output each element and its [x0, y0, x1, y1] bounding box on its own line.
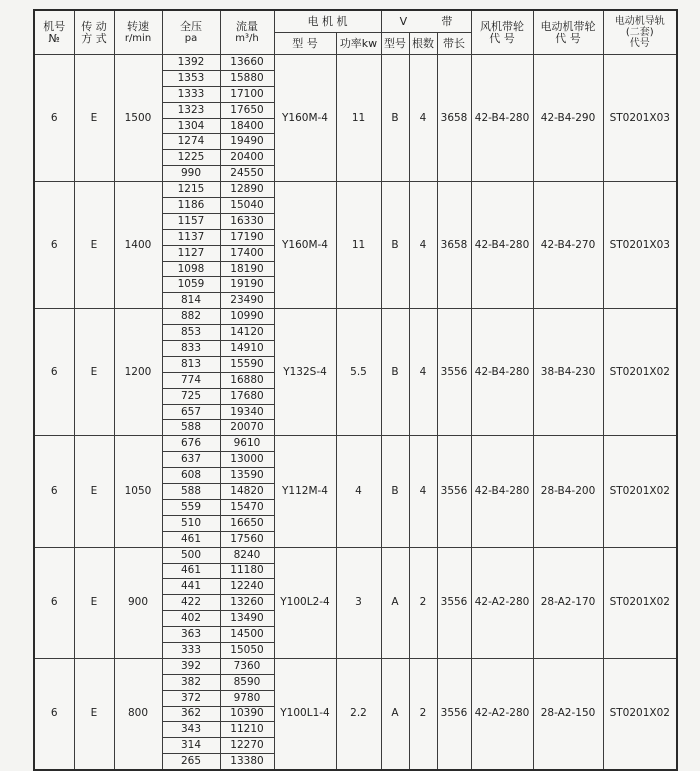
header-speed-unit: r/min [124, 32, 152, 44]
cell-rail-code: ST0201X02 [603, 658, 677, 770]
cell-pressure: 1353 [162, 70, 220, 86]
cell-pressure: 343 [162, 722, 220, 738]
cell-speed: 900 [114, 547, 162, 658]
cell-flow: 9610 [220, 436, 274, 452]
cell-vbelt-type: B [381, 55, 409, 182]
cell-motor-model: Y132S-4 [274, 309, 336, 436]
cell-flow: 11210 [220, 722, 274, 738]
cell-pressure: 265 [162, 754, 220, 770]
cell-fan-pulley-code: 42-B4-280 [471, 55, 533, 182]
cell-motor-model: Y160M-4 [274, 55, 336, 182]
cell-vbelt-count: 4 [409, 309, 437, 436]
cell-flow: 7360 [220, 658, 274, 674]
cell-speed: 1500 [114, 55, 162, 182]
cell-fan-pulley-code: 42-B4-280 [471, 309, 533, 436]
cell-pressure: 402 [162, 611, 220, 627]
cell-pressure: 1225 [162, 150, 220, 166]
cell-vbelt-count: 2 [409, 547, 437, 658]
cell-fan-pulley-code: 42-A2-280 [471, 547, 533, 658]
header-machine-no-line2: № [48, 31, 60, 45]
table-header [34, 10, 677, 55]
cell-rail-code: ST0201X02 [603, 309, 677, 436]
cell-motor-power: 5.5 [336, 309, 381, 436]
cell-pressure: 461 [162, 563, 220, 579]
cell-pressure: 333 [162, 642, 220, 658]
cell-speed: 800 [114, 658, 162, 770]
header-fan-pulley-line1: 风机带轮 [480, 19, 525, 33]
cell-flow: 10390 [220, 706, 274, 722]
cell-pressure: 1392 [162, 55, 220, 71]
cell-vbelt-type: A [381, 547, 409, 658]
cell-flow: 15590 [220, 356, 274, 372]
header-motor-power: 功率kw [336, 33, 381, 55]
cell-flow: 20400 [220, 150, 274, 166]
header-pressure-unit: pa [184, 32, 198, 44]
cell-pressure: 372 [162, 690, 220, 706]
cell-pressure: 362 [162, 706, 220, 722]
cell-pressure: 1127 [162, 245, 220, 261]
cell-motor-power: 4 [336, 436, 381, 547]
cell-pressure: 1304 [162, 118, 220, 134]
table-row [34, 182, 677, 198]
cell-pressure: 1186 [162, 198, 220, 214]
cell-pressure: 1215 [162, 182, 220, 198]
cell-pressure: 510 [162, 515, 220, 531]
fan-spec-sheet [33, 9, 678, 771]
cell-pressure: 637 [162, 452, 220, 468]
header-flow-unit: m³/h [235, 32, 259, 44]
cell-pressure: 1157 [162, 213, 220, 229]
cell-drive-mode: E [74, 55, 114, 182]
cell-flow: 14910 [220, 341, 274, 357]
cell-drive-mode: E [74, 309, 114, 436]
cell-flow: 8590 [220, 674, 274, 690]
cell-fan-pulley-code: 42-B4-280 [471, 436, 533, 547]
cell-motor-pulley-code: 42-B4-290 [533, 55, 603, 182]
cell-flow: 13260 [220, 595, 274, 611]
cell-pressure: 441 [162, 579, 220, 595]
header-vbelt-group [381, 10, 471, 33]
fan-spec-table [33, 9, 678, 771]
cell-pressure: 588 [162, 420, 220, 436]
cell-machine-no: 6 [34, 182, 74, 309]
cell-rail-code: ST0201X02 [603, 436, 677, 547]
header-vbelt-v: V [399, 14, 408, 28]
cell-pressure: 990 [162, 166, 220, 182]
header-vbelt-dai: 带 [441, 14, 453, 28]
header-vbelt-type: 型号 [381, 33, 409, 55]
cell-motor-model: Y100L1-4 [274, 658, 336, 770]
cell-flow: 17560 [220, 531, 274, 547]
cell-pressure: 676 [162, 436, 220, 452]
cell-flow: 15880 [220, 70, 274, 86]
header-pressure [162, 10, 220, 55]
cell-pressure: 725 [162, 388, 220, 404]
cell-motor-pulley-code: 28-A2-150 [533, 658, 603, 770]
cell-flow: 24550 [220, 166, 274, 182]
cell-machine-no: 6 [34, 309, 74, 436]
cell-machine-no: 6 [34, 436, 74, 547]
cell-pressure: 1323 [162, 102, 220, 118]
header-drive-line1: 传 动 [81, 19, 107, 33]
cell-pressure: 422 [162, 595, 220, 611]
header-flow-line1: 流量 [236, 19, 258, 33]
header-motor-pulley-line2: 代 号 [555, 31, 581, 45]
cell-motor-power: 2.2 [336, 658, 381, 770]
cell-speed: 1050 [114, 436, 162, 547]
table-row [34, 436, 677, 452]
cell-drive-mode: E [74, 658, 114, 770]
cell-motor-model: Y100L2-4 [274, 547, 336, 658]
cell-flow: 17100 [220, 86, 274, 102]
cell-flow: 11180 [220, 563, 274, 579]
cell-motor-pulley-code: 38-B4-230 [533, 309, 603, 436]
cell-machine-no: 6 [34, 658, 74, 770]
cell-pressure: 814 [162, 293, 220, 309]
header-rail-line1: 电动机导轨 [614, 16, 665, 27]
cell-flow: 19490 [220, 134, 274, 150]
header-motor-group-label: 电 机 机 [307, 14, 348, 28]
cell-rail-code: ST0201X02 [603, 547, 677, 658]
cell-flow: 18400 [220, 118, 274, 134]
cell-drive-mode: E [74, 436, 114, 547]
cell-flow: 12270 [220, 738, 274, 754]
cell-pressure: 657 [162, 404, 220, 420]
header-vbelt-count: 根数 [409, 33, 437, 55]
cell-flow: 13490 [220, 611, 274, 627]
cell-motor-pulley-code: 28-A2-170 [533, 547, 603, 658]
cell-flow: 16650 [220, 515, 274, 531]
table-row [34, 547, 677, 563]
cell-vbelt-type: B [381, 309, 409, 436]
cell-flow: 16330 [220, 213, 274, 229]
cell-pressure: 314 [162, 738, 220, 754]
table-row [34, 55, 677, 71]
cell-pressure: 882 [162, 309, 220, 325]
cell-flow: 17400 [220, 245, 274, 261]
header-motor-pulley [533, 10, 603, 55]
cell-flow: 19340 [220, 404, 274, 420]
header-machine-no-line1: 机号 [43, 19, 66, 33]
cell-pressure: 392 [162, 658, 220, 674]
cell-machine-no: 6 [34, 547, 74, 658]
cell-vbelt-count: 4 [409, 182, 437, 309]
cell-speed: 1200 [114, 309, 162, 436]
header-flow [220, 10, 274, 55]
cell-flow: 18190 [220, 261, 274, 277]
header-vbelt-length: 带长 [437, 33, 471, 55]
cell-vbelt-length: 3658 [437, 55, 471, 182]
cell-flow: 15040 [220, 198, 274, 214]
cell-flow: 15470 [220, 499, 274, 515]
cell-rail-code: ST0201X03 [603, 182, 677, 309]
cell-vbelt-length: 3556 [437, 658, 471, 770]
cell-pressure: 1137 [162, 229, 220, 245]
cell-fan-pulley-code: 42-B4-280 [471, 182, 533, 309]
cell-pressure: 833 [162, 341, 220, 357]
cell-flow: 19190 [220, 277, 274, 293]
header-speed-line1: 转速 [127, 19, 149, 33]
cell-flow: 17650 [220, 102, 274, 118]
cell-pressure: 588 [162, 484, 220, 500]
spec-table-body [34, 55, 677, 771]
cell-vbelt-count: 4 [409, 436, 437, 547]
cell-pressure: 461 [162, 531, 220, 547]
cell-motor-power: 11 [336, 182, 381, 309]
cell-motor-model: Y160M-4 [274, 182, 336, 309]
cell-pressure: 1098 [162, 261, 220, 277]
cell-flow: 23490 [220, 293, 274, 309]
cell-fan-pulley-code: 42-A2-280 [471, 658, 533, 770]
cell-flow: 16880 [220, 372, 274, 388]
cell-flow: 13380 [220, 754, 274, 770]
cell-motor-pulley-code: 42-B4-270 [533, 182, 603, 309]
cell-vbelt-type: A [381, 658, 409, 770]
cell-flow: 12240 [220, 579, 274, 595]
cell-pressure: 1059 [162, 277, 220, 293]
cell-flow: 14500 [220, 627, 274, 643]
cell-vbelt-count: 4 [409, 55, 437, 182]
cell-vbelt-length: 3658 [437, 182, 471, 309]
cell-pressure: 774 [162, 372, 220, 388]
header-fan-pulley [471, 10, 533, 55]
cell-pressure: 608 [162, 468, 220, 484]
cell-flow: 10990 [220, 309, 274, 325]
cell-flow: 12890 [220, 182, 274, 198]
header-rail [603, 10, 677, 55]
header-drive-line2: 方 式 [81, 31, 107, 45]
header-machine-no [34, 10, 74, 55]
cell-pressure: 853 [162, 325, 220, 341]
header-pressure-line1: 全压 [180, 19, 202, 33]
cell-pressure: 813 [162, 356, 220, 372]
header-drive-mode [74, 10, 114, 55]
cell-flow: 13000 [220, 452, 274, 468]
table-row [34, 658, 677, 674]
cell-vbelt-type: B [381, 436, 409, 547]
cell-flow: 15050 [220, 642, 274, 658]
header-speed [114, 10, 162, 55]
cell-pressure: 500 [162, 547, 220, 563]
cell-pressure: 1333 [162, 86, 220, 102]
cell-drive-mode: E [74, 182, 114, 309]
cell-flow: 13660 [220, 55, 274, 71]
header-rail-line2: (二套) [625, 27, 654, 38]
cell-vbelt-count: 2 [409, 658, 437, 770]
header-rail-line3: 代号 [629, 38, 650, 49]
cell-flow: 17190 [220, 229, 274, 245]
cell-vbelt-length: 3556 [437, 436, 471, 547]
cell-motor-model: Y112M-4 [274, 436, 336, 547]
cell-drive-mode: E [74, 547, 114, 658]
cell-motor-power: 3 [336, 547, 381, 658]
cell-motor-power: 11 [336, 55, 381, 182]
cell-flow: 8240 [220, 547, 274, 563]
cell-speed: 1400 [114, 182, 162, 309]
cell-flow: 17680 [220, 388, 274, 404]
cell-flow: 14120 [220, 325, 274, 341]
cell-flow: 13590 [220, 468, 274, 484]
cell-machine-no: 6 [34, 55, 74, 182]
cell-flow: 9780 [220, 690, 274, 706]
cell-pressure: 363 [162, 627, 220, 643]
cell-vbelt-type: B [381, 182, 409, 309]
header-motor-group [274, 10, 381, 33]
cell-vbelt-length: 3556 [437, 309, 471, 436]
cell-pressure: 1274 [162, 134, 220, 150]
header-motor-pulley-line1: 电动机带轮 [540, 19, 596, 33]
cell-motor-pulley-code: 28-B4-200 [533, 436, 603, 547]
header-motor-model: 型 号 [274, 33, 336, 55]
cell-flow: 14820 [220, 484, 274, 500]
cell-rail-code: ST0201X03 [603, 55, 677, 182]
header-fan-pulley-line2: 代 号 [489, 31, 515, 45]
table-row [34, 309, 677, 325]
cell-flow: 20070 [220, 420, 274, 436]
cell-pressure: 559 [162, 499, 220, 515]
cell-vbelt-length: 3556 [437, 547, 471, 658]
cell-pressure: 382 [162, 674, 220, 690]
